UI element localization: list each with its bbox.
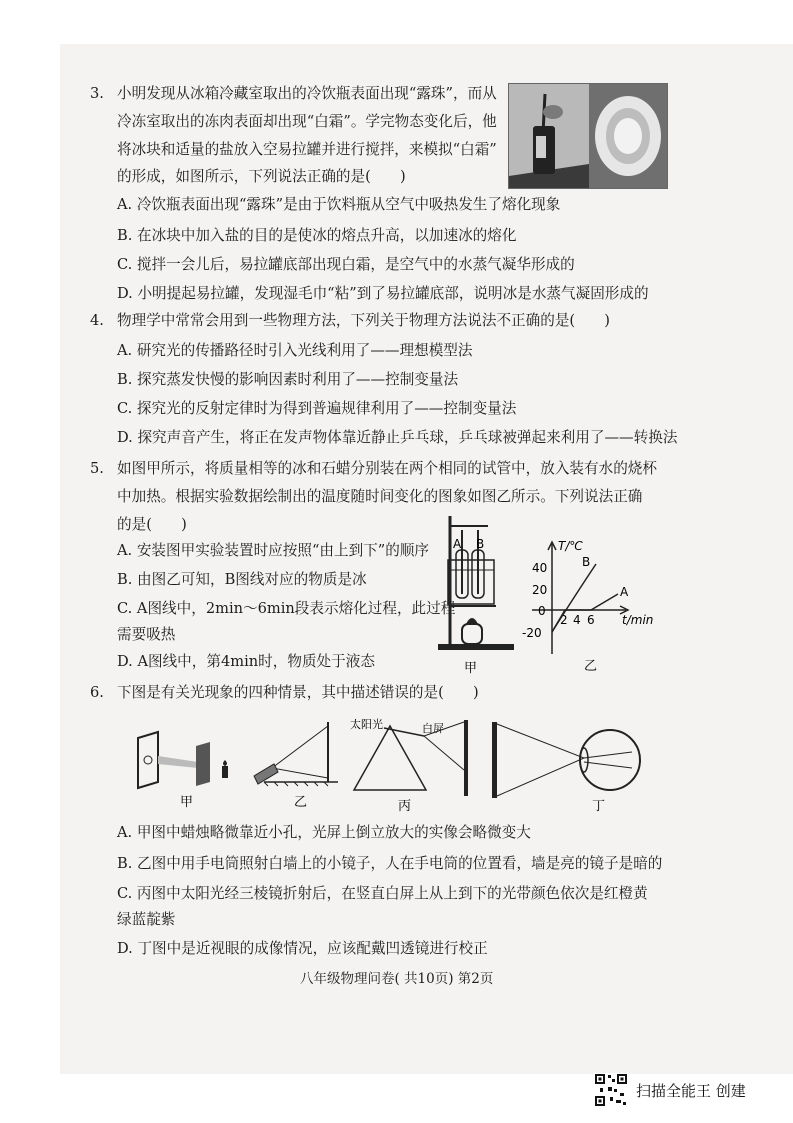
scanner-brand: 扫描全能王 创建 [636,1082,746,1100]
figure-label-bing: 丙 [398,799,412,814]
can-photo [508,83,668,189]
option-d: D. 小明提起易拉罐，发现湿毛巾“粘”到了易拉罐底部，说明冰是水蒸气凝固形成的 [117,285,649,302]
figure-label-ding: 丁 [592,799,606,814]
option-b: B. 由图乙可知，B图线对应的物质是冰 [117,571,367,588]
option-b: B. 探究蒸发快慢的影响因素时利用了——控制变量法 [117,371,459,388]
question-text: 物理学中常常会用到一些物理方法，下列关于物理方法说法不正确的是( ) [117,312,610,329]
option-b: B. 在冰块中加入盐的目的是使冰的熔点升高，以加速冰的熔化 [117,227,517,244]
x-tick: 6 [587,613,595,627]
question-text: 将冰块和适量的盐放入空易拉罐并进行搅拌，来模拟“白霜” [117,141,497,158]
figure-label-yi: 乙 [294,795,308,810]
apparatus-figure [436,512,516,682]
option-d: D. 丁图中是近视眼的成像情况，应该配戴凹透镜进行校正 [117,940,488,957]
question-text: 的是( ) [117,516,187,533]
x-tick: 2 [560,613,568,627]
option-a: A. 甲图中蜡烛略微靠近小孔，光屏上倒立放大的实像会略微变大 [117,824,531,841]
option-a: A. 冷饮瓶表面出现“露珠”是由于饮料瓶从空气中吸热发生了熔化现象 [117,196,561,213]
question-text: 中加热。根据实验数据绘制出的温度随时间变化的图象如图乙所示。下列说法正确 [117,488,643,505]
screen-label: 白屏 [422,722,444,735]
question-text: 的形成，如图所示，下列说法正确的是( ) [117,168,406,185]
y-tick: 40 [532,561,548,575]
question-number: 5. [90,460,104,477]
x-tick: 4 [573,613,581,627]
curve-a-label: A [620,585,629,599]
question-text: 下图是有关光现象的四种情景，其中描述错误的是( ) [117,684,479,701]
option-c: C. 探究光的反射定律时为得到普遍规律利用了——控制变量法 [117,400,517,417]
option-a: A. 安装图甲实验装置时应按照“由上到下”的顺序 [117,542,430,559]
figure-label-jia: 甲 [180,795,194,810]
option-a: A. 研究光的传播路径时引入光线利用了——理想模型法 [117,342,473,359]
question-number: 6. [90,684,104,701]
figure-caption-jia: 甲 [464,661,478,676]
y-tick: -20 [522,626,542,640]
option-c: C. 丙图中太阳光经三棱镜折射后，在竖直白屏上从上到下的光带颜色依次是红橙黄 [117,885,648,902]
question-number: 4. [90,312,104,329]
question-text: 小明发现从冰箱冷藏室取出的冷饮瓶表面出现“露珠”，而从 [117,85,497,102]
light-phenomena-figure [128,712,668,816]
tube-b-label: B [476,537,485,551]
option-c-continued: 需要吸热 [117,626,176,643]
option-c-continued: 绿蓝靛紫 [117,911,176,928]
option-d: D. A图线中，第4min时，物质处于液态 [117,653,375,670]
curve-b-label: B [582,555,591,569]
y-tick: 0 [538,604,546,618]
option-c: C. A图线中，2min～6min段表示熔化过程，此过程 [117,600,456,617]
option-d: D. 探究声音产生，将正在发声物体靠近静止乒乓球，乒乓球被弹起来利用了——转换法 [117,429,678,446]
option-c: C. 搅拌一会儿后，易拉罐底部出现白霜，是空气中的水蒸气凝华形成的 [117,256,575,273]
y-tick: 20 [532,583,548,597]
question-number: 3. [90,85,104,102]
y-axis-label: T/℃ [558,539,583,553]
page-footer: 八年级物理问卷( 共10页) 第2页 [300,971,494,987]
option-b: B. 乙图中用手电筒照射白墙上的小镜子，人在手电筒的位置看，墙是亮的镜子是暗的 [117,855,663,872]
figure-caption-yi: 乙 [584,659,598,674]
question-text: 冷冻室取出的冻肉表面却出现“白霜”。学完物态变化后，他 [117,113,497,130]
question-text: 如图甲所示，将质量相等的冰和石蜡分别装在两个相同的试管中，放入装有水的烧杯 [117,460,657,477]
qr-code-icon [594,1073,628,1107]
tube-a-label: A [453,537,462,551]
x-axis-label: t/min [622,613,654,627]
sunlight-label: 太阳光 [350,718,383,731]
temperature-graph [518,536,668,682]
